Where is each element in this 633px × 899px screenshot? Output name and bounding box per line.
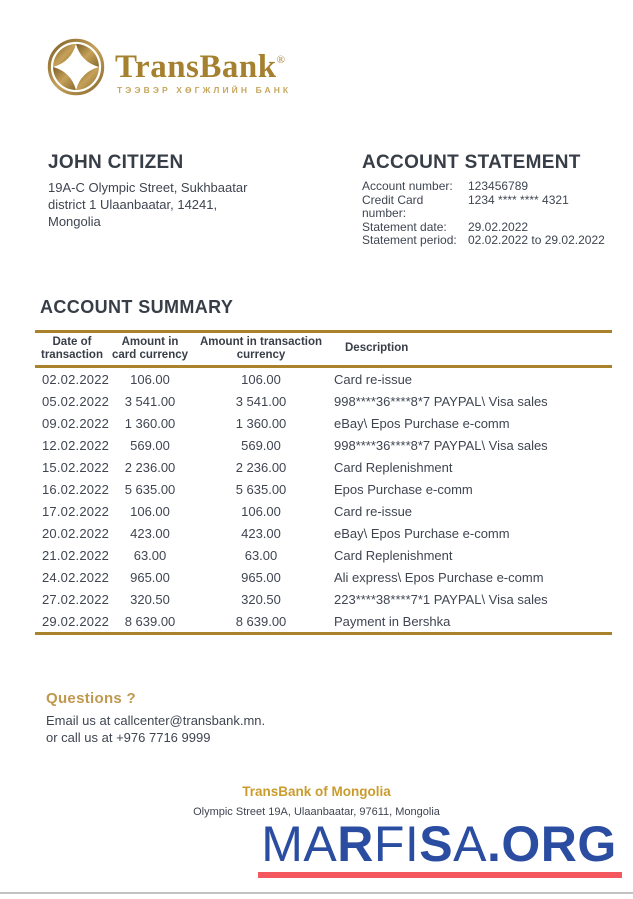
cell-amount-transaction: 569.00	[241, 438, 281, 453]
transbank-coin-emblem-icon	[45, 36, 107, 98]
cell-date: 05.02.2022	[42, 394, 110, 409]
watermark-text	[253, 818, 625, 870]
table-row	[35, 588, 612, 610]
cell-date: 17.02.2022	[42, 504, 110, 519]
statement-field-label: Credit Card number:	[362, 192, 424, 220]
cell-date: 12.02.2022	[42, 438, 110, 453]
watermark-segment: A	[453, 816, 487, 872]
watermark-segment: .ORG	[486, 816, 617, 872]
transactions-header	[35, 332, 612, 367]
cell-amount-card: 320.50	[130, 592, 170, 607]
customer-block	[48, 152, 247, 230]
cell-amount-card: 3 541.00	[124, 394, 176, 409]
header-row	[35, 332, 612, 367]
cell-amount-card: 569.00	[130, 438, 170, 453]
statement-field-value: 123456789	[468, 179, 529, 193]
statement-field-value: 1234 **** **** 4321	[468, 192, 569, 207]
cell-date: 09.02.2022	[42, 416, 110, 431]
table-row	[35, 367, 612, 391]
column-header-amount-card: Amount in card currency	[109, 332, 191, 367]
statement-field-label: Statement period:	[362, 233, 457, 247]
logo-subtitle: ТЭЭВЭР ХӨГЖЛИЙН БАНК	[117, 85, 292, 95]
questions-phone-line: or call us at +976 7716 9999	[46, 730, 211, 745]
footer-bank-name: TransBank of Mongolia	[242, 784, 391, 799]
table-row	[35, 412, 612, 434]
cell-date: 24.02.2022	[42, 570, 110, 585]
watermark-segment: MA	[261, 816, 338, 872]
statement-block	[362, 152, 605, 248]
watermark-underline	[258, 872, 622, 878]
cell-description: Ali express\ Epos Purchase e-comm	[334, 570, 544, 585]
cell-date: 20.02.2022	[42, 526, 110, 541]
bank-logo	[45, 36, 291, 98]
table-row	[35, 610, 612, 634]
cell-description: Epos Purchase e-comm	[334, 482, 473, 497]
cell-amount-transaction: 63.00	[244, 548, 278, 563]
table-row	[35, 522, 612, 544]
cell-amount-transaction: 5 635.00	[235, 482, 287, 497]
cell-amount-transaction: 106.00	[241, 504, 281, 519]
table-row	[35, 434, 612, 456]
column-header-date: Date of transaction	[35, 332, 109, 367]
cell-amount-card: 63.00	[133, 548, 167, 563]
watermark-segment: R	[337, 816, 374, 872]
cell-description: Payment in Bershka	[334, 614, 451, 629]
cell-amount-card: 1 360.00	[124, 416, 176, 431]
statement-fields	[362, 180, 605, 248]
cell-amount-transaction: 1 360.00	[235, 416, 287, 431]
cell-amount-card: 423.00	[130, 526, 170, 541]
cell-description: Card Replenishment	[334, 460, 453, 475]
cell-date: 02.02.2022	[42, 372, 110, 387]
registered-mark: ®	[276, 54, 286, 66]
cell-amount-transaction: 423.00	[241, 526, 281, 541]
logo-name-text: TransBank	[115, 49, 277, 85]
table-row	[35, 478, 612, 500]
cell-date: 27.02.2022	[42, 592, 110, 607]
column-header-amount-transaction: Amount in transaction currency	[191, 332, 331, 367]
table-row	[35, 544, 612, 566]
cell-amount-transaction: 3 541.00	[235, 394, 287, 409]
cell-amount-transaction: 965.00	[241, 570, 281, 585]
cell-amount-card: 106.00	[130, 504, 170, 519]
questions-lines	[46, 712, 265, 746]
cell-description: eBay\ Epos Purchase e-comm	[334, 526, 510, 541]
cell-amount-transaction: 320.50	[241, 592, 281, 607]
questions-email-line: Email us at callcenter@transbank.mn.	[46, 713, 266, 728]
statement-field-label: Statement date:	[362, 219, 447, 234]
statement-title: ACCOUNT STATEMENT	[362, 152, 581, 173]
cell-description: eBay\ Epos Purchase e-comm	[334, 416, 510, 431]
summary-title: ACCOUNT SUMMARY	[40, 297, 234, 317]
cell-description: 223****38****7*1 PAYPAL\ Visa sales	[334, 592, 548, 607]
watermark-segment: S	[419, 816, 454, 872]
transactions-table	[35, 330, 612, 635]
cell-date: 21.02.2022	[42, 548, 110, 563]
cell-description: 998****36****8*7 PAYPAL\ Visa sales	[334, 394, 548, 409]
customer-address	[48, 179, 247, 230]
watermark-segment: FI	[373, 816, 420, 872]
cell-amount-card: 106.00	[130, 372, 170, 387]
table-row	[35, 456, 612, 478]
table-row	[35, 566, 612, 588]
cell-amount-transaction: 2 236.00	[235, 460, 287, 475]
column-header-description: Description	[331, 332, 612, 367]
cell-date: 15.02.2022	[42, 460, 110, 475]
customer-address-line: district 1 Ulaanbaatar, 14241,	[48, 197, 218, 212]
cell-amount-card: 5 635.00	[124, 482, 176, 497]
customer-address-line: 19A-C Olympic Street, Sukhbaatar	[48, 180, 248, 195]
customer-address-line: Mongolia	[48, 214, 101, 229]
cell-amount-transaction: 106.00	[241, 372, 281, 387]
cell-description: Card Replenishment	[334, 548, 453, 563]
questions-block	[46, 690, 265, 746]
bottom-divider	[0, 892, 633, 894]
statement-field-value: 02.02.2022 to 29.02.2022	[468, 233, 605, 247]
footer-address: Olympic Street 19A, Ulaanbaatar, 97611, Mongolia	[193, 806, 440, 818]
table-row	[35, 500, 612, 522]
cell-date: 29.02.2022	[42, 614, 110, 629]
logo-name	[115, 45, 291, 85]
table-row	[35, 390, 612, 412]
cell-description: Card re-issue	[334, 372, 413, 387]
cell-date: 16.02.2022	[42, 482, 110, 497]
logo-text-block	[115, 39, 291, 95]
customer-name: JOHN CITIZEN	[48, 152, 184, 173]
cell-amount-card: 2 236.00	[124, 460, 176, 475]
statement-field-value: 29.02.2022	[468, 219, 529, 234]
questions-title: Questions ?	[46, 690, 136, 707]
cell-amount-card: 8 639.00	[124, 614, 176, 629]
cell-description: 998****36****8*7 PAYPAL\ Visa sales	[334, 438, 548, 453]
cell-amount-card: 965.00	[130, 570, 170, 585]
transactions-body	[35, 367, 612, 634]
cell-description: Card re-issue	[334, 504, 413, 519]
cell-amount-transaction: 8 639.00	[235, 614, 287, 629]
statement-field-label: Account number:	[362, 179, 453, 193]
